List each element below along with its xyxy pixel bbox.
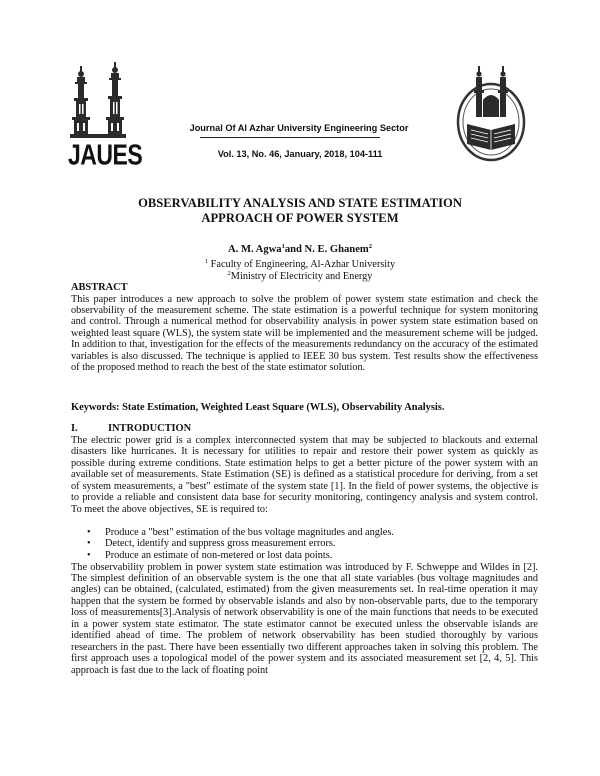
header-divider: [200, 137, 380, 138]
intro-paragraph-1: The electric power grid is a complex interconnected system that may be subjected to blackouts and external disasters like hurricanes. It is necessary for utilities to repair and restore their power system as quickly as possible during extreme conditions. State estimation helps to get a better picture of the power system with an available set of measurements. State Estimation (SE) is defined as a statistical procedure for deriving, from a set of system measurements, a "best" estimate of the system state [1]. In the field of power systems, the objective is to provide a reliable and consistent data base for security monitoring, contingency analysis and system control. To meet the above objectives, SE is required to:: [71, 435, 538, 515]
jaues-logo-text: JAUES: [68, 138, 143, 171]
requirements-list: [71, 527, 538, 561]
volume-info: Vol. 13, No. 46, January, 2018, 104-111: [217, 149, 383, 159]
author-list: [120, 243, 480, 255]
jaues-logo: [66, 58, 146, 170]
affiliation-1-sup: 1: [204, 258, 209, 265]
emblem-icon: [455, 60, 527, 168]
bullet-icon: •: [87, 549, 91, 561]
section-title: INTRODUCTION: [108, 423, 192, 434]
intro-paragraph-2: The observability problem in power system state estimation was introduced by F. Schweppe and Wildes in [2]. The simplest definition of an observable system is the one that all state variables (bus voltage magnitudes and angles) can be obtained, (calculated, estimated) from the given measurements set. In real-time operation it may happen that the system be formed by observable islands and also by non-observable parts, due to the temporary loss of measurements[3].Analysis of network observability is one of the main functions that needs to be executed in a power system state estimator. The state estimator cannot be executed unless the observable islands are identified ahead of time. The problem of network observability has been studied thoroughly by various researchers in the past. There have been essentially two different approaches taken in solving this problem. The first approach uses a topological model of the power system and its associated measurement set [2, 4, 5]. This approach is fast due to the lack of floating point: [71, 561, 538, 676]
affiliation-1-text: Faculty of Engineering, Al-Azhar University: [208, 259, 396, 270]
title-line-2: APPROACH OF POWER SYSTEM: [201, 211, 399, 225]
affiliation-2-sup: 2: [227, 269, 231, 277]
author-1-sup: 1: [281, 243, 285, 250]
author-2-sup: 2: [368, 243, 372, 250]
affiliation-1: [140, 258, 460, 270]
journal-name: Journal Of Al Azhar University Engineering Sector: [189, 123, 409, 133]
title-line-1: OBSERVABILITY ANALYSIS AND STATE ESTIMATION: [138, 196, 462, 210]
affiliation-2-text: Ministry of Electricity and Energy: [230, 270, 373, 282]
section-number: I.: [71, 423, 78, 434]
university-emblem: [455, 60, 527, 168]
abstract-heading: ABSTRACT: [71, 282, 128, 293]
abstract-text: This paper introduces a new approach to solve the problem of power system state estimation and check the observability of the measurement scheme. The state estimation is a powerful technique for system monitoring and control. Through a numerical method for observability analysis in power system state estimation based on weighted least square (WLS), the system state will be implemented and the measurement scheme will be judged. In addition to that, investigation for the effects of the measurements redundancy on the accuracy of the estimated variables is also discussed. The technique is applied to IEEE 30 bus system. Test results show the effectiveness of the proposed method to reach the best of the state estimator solution.: [71, 293, 538, 374]
list-item: • Produce an estimate of non-metered or lost data points.: [87, 549, 333, 561]
author-conjunction: and N. E. Ghanem: [284, 244, 369, 255]
bullet-icon: •: [87, 527, 91, 538]
list-item: • Detect, identify and suppress gross measurement errors.: [87, 538, 336, 550]
keywords: Keywords: State Estimation, Weighted Least Square (WLS), Observability Analysis.: [71, 402, 445, 413]
list-item: • Produce a "best" estimation of the bus voltage magnitudes and angles.: [87, 527, 394, 538]
section-heading-introduction: [71, 423, 191, 434]
affiliation-2: [140, 270, 460, 282]
paper-title: [80, 196, 520, 226]
author-1: A. M. Agwa: [228, 244, 282, 255]
bullet-icon: •: [87, 538, 91, 550]
